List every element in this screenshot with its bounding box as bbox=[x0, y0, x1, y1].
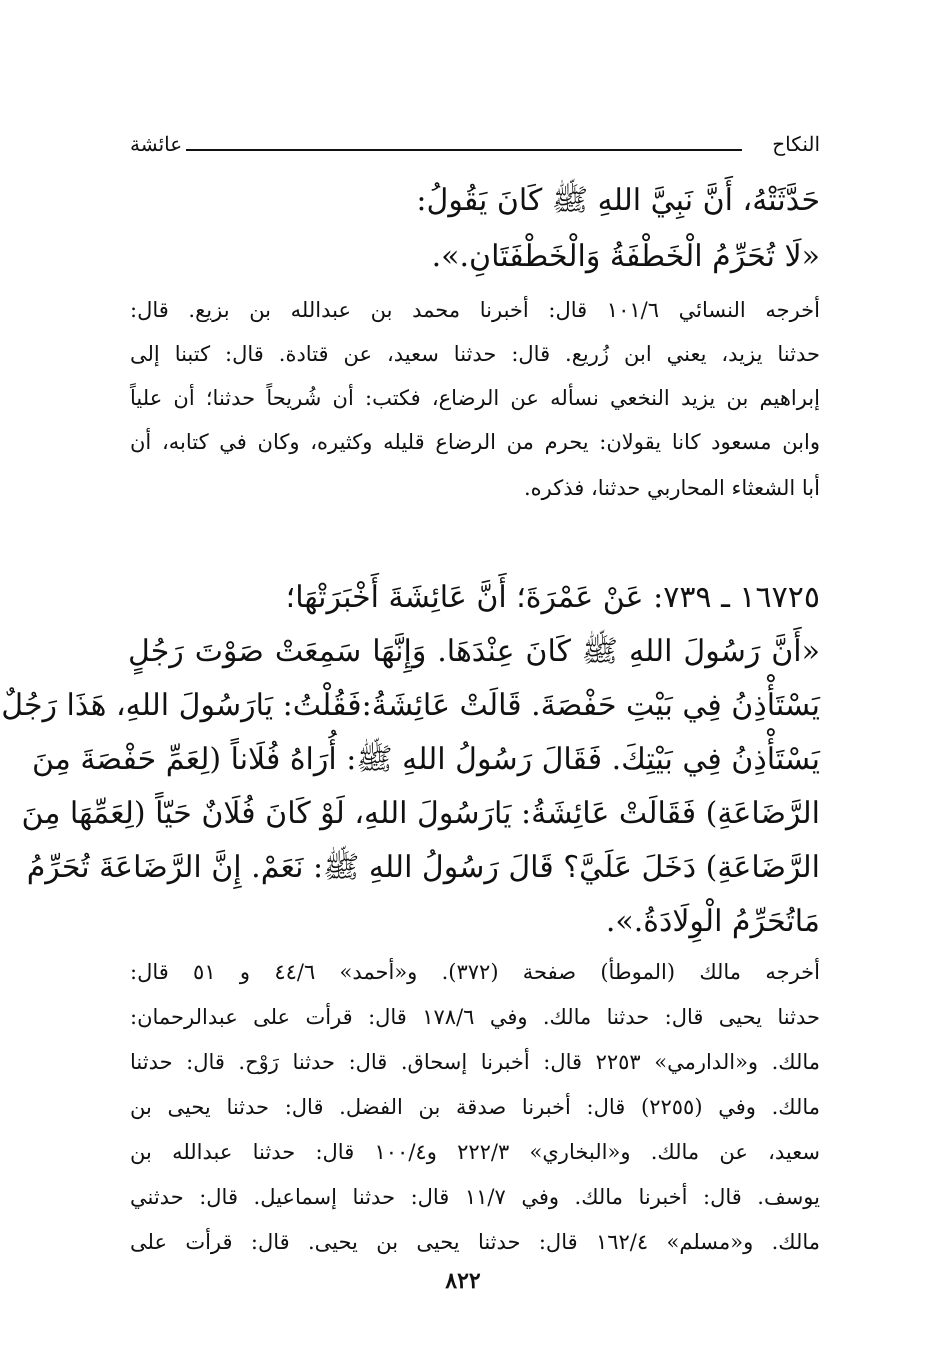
narrator-name: عائشة bbox=[130, 132, 183, 156]
takhrij-line: مالك. وفي (٢٢٥٥) قال: أخبرنا صدقة بن الفضل. قال: حدثنا يحيى بن bbox=[130, 1095, 820, 1119]
hadith-line: يَسْتَأْذِنُ فِي بَيْتِ حَفْصَةَ. قَالَتْ عَائِشَةُ:فَقُلْتُ: يَارَسُولَ اللهِ، هَذَا رَجُلٌ bbox=[1, 688, 820, 723]
hadith-heading: ١٦٧٢٥ ـ ٧٣٩: عَنْ عَمْرَةَ؛ أَنَّ عَائِشَةَ أَخْبَرَتْهَا؛ bbox=[285, 580, 820, 615]
takhrij-line: إبراهيم بن يزيد النخعي نسأله عن الرضاع، فكتب: أن شُريحاً حدثنا؛ أن علياً bbox=[130, 386, 820, 410]
takhrij-line: حدثنا يزيد، يعني ابن زُريع. قال: حدثنا سعيد، عن قتادة. قال: كتبنا إلى bbox=[130, 342, 820, 366]
takhrij-line: أبا الشعثاء المحاربي حدثنا، فذكره. bbox=[524, 476, 820, 500]
takhrij-line: سعيد، عن مالك. و«البخاري» ٢٢٢/٣ و١٠٠/٤ قال: حدثنا عبدالله بن bbox=[130, 1140, 820, 1164]
takhrij-line: حدثنا يحيى قال: حدثنا مالك. وفي ١٧٨/٦ قال: قرأت على عبدالرحمان: bbox=[130, 1005, 820, 1029]
hadith-line: الرَّضَاعَةِ) دَخَلَ عَلَيَّ؟ قَالَ رَسُولُ اللهِ ﷺ: نَعَمْ. إِنَّ الرَّضَاعَةَ تُحَرِّمُ bbox=[26, 850, 820, 885]
takhrij-line: مالك. و«الدارمي» ٢٢٥٣ قال: أخبرنا إسحاق. قال: حدثنا رَوْح. قال: حدثنا bbox=[130, 1050, 821, 1074]
running-header bbox=[130, 132, 820, 162]
hadith-line: الرَّضَاعَةِ) فَقَالَتْ عَائِشَةُ: يَارَسُولَ اللهِ، لَوْ كَانَ فُلَانٌ حَيّاً (لِعَمِّهَا مِنَ bbox=[21, 796, 820, 831]
page-number: ٨٢٢ bbox=[445, 1268, 481, 1294]
header-rule bbox=[186, 149, 742, 151]
takhrij-line: وابن مسعود كانا يقولان: يحرم من الرضاع قليله وكثيره، وكان في كتابه، أن bbox=[130, 430, 820, 454]
takhrij-line: مالك. و«مسلم» ١٦٢/٤ قال: حدثنا يحيى بن يحيى. قال: قرأت على bbox=[130, 1230, 820, 1254]
takhrij-line: أخرجه مالك (الموطأ) صفحة (٣٧٢). و«أحمد» ٤٤/٦ و ٥١ قال: bbox=[130, 960, 820, 984]
chapter-title: النكاح bbox=[772, 132, 820, 156]
takhrij-line: أخرجه النسائي ١٠١/٦ قال: أخبرنا محمد بن عبدالله بن بزيع. قال: bbox=[130, 298, 820, 322]
hadith-line: حَدَّثَتْهُ، أَنَّ نَبِيَّ اللهِ ﷺ كَانَ يَقُولُ: bbox=[416, 183, 820, 218]
hadith-line: مَاتُحَرِّمُ الْوِلَادَةُ.». bbox=[605, 904, 820, 939]
hadith-line: «أَنَّ رَسُولَ اللهِ ﷺ كَانَ عِنْدَهَا. وَإِنَّهَا سَمِعَتْ صَوْتَ رَجُلٍ bbox=[128, 634, 820, 669]
takhrij-line: يوسف. قال: أخبرنا مالك. وفي ١١/٧ قال: حدثنا إسماعيل. قال: حدثني bbox=[130, 1185, 820, 1209]
hadith-line: يَسْتَأْذِنُ فِي بَيْتِكَ. فَقَالَ رَسُولُ اللهِ ﷺ: أُرَاهُ فُلَاناً (لِعَمِّ حَفْصَةَ مِنَ bbox=[31, 742, 820, 777]
hadith-line: «لَا تُحَرِّمُ الْخَطْفَةُ وَالْخَطْفَتَانِ.». bbox=[431, 239, 820, 274]
